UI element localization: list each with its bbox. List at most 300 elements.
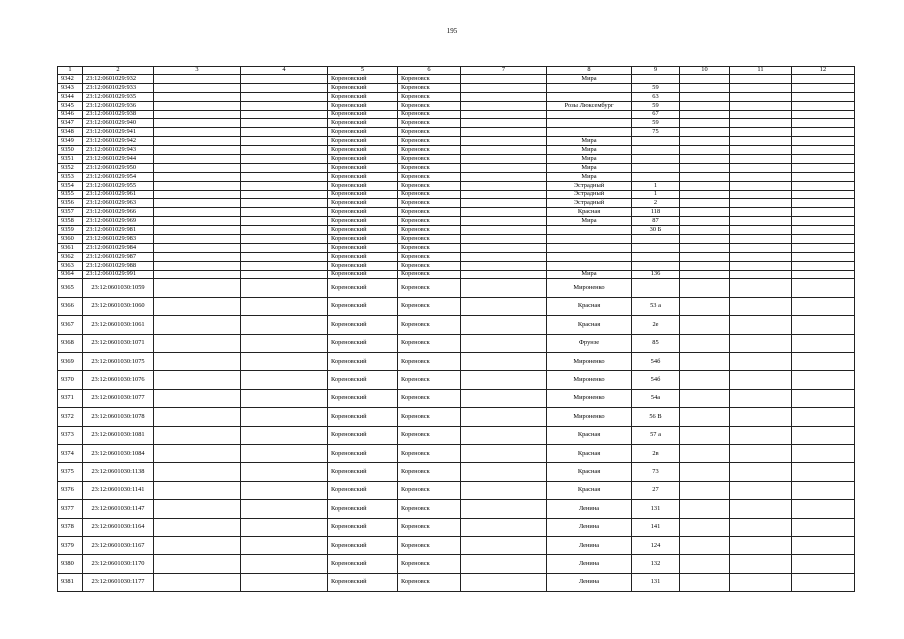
col11-cell xyxy=(730,155,792,164)
house-number-cell xyxy=(632,243,680,252)
table-row xyxy=(58,500,855,518)
col7-cell xyxy=(461,426,547,444)
district-cell: Кореновский xyxy=(328,101,398,110)
cadastral-number: 23:12:0601030:1084 xyxy=(83,445,154,463)
district-cell: Кореновский xyxy=(328,92,398,101)
col12-cell xyxy=(792,163,855,172)
table-row xyxy=(58,190,855,199)
district-cell: Кореновский xyxy=(328,243,398,252)
table-row xyxy=(58,181,855,190)
col10-cell xyxy=(680,297,730,315)
house-number-cell xyxy=(632,146,680,155)
cadastral-number: 23:12:0601029:935 xyxy=(83,92,154,101)
table-row xyxy=(58,371,855,389)
col3-cell xyxy=(154,190,241,199)
city-cell: Кореновск xyxy=(398,555,461,573)
col10-cell xyxy=(680,83,730,92)
col4-cell xyxy=(241,353,328,371)
house-number-cell: 141 xyxy=(632,518,680,536)
street-cell xyxy=(547,110,632,119)
city-cell: Кореновск xyxy=(398,243,461,252)
city-cell: Кореновск xyxy=(398,573,461,591)
column-header: 1 xyxy=(58,67,83,75)
district-cell: Кореновский xyxy=(328,270,398,279)
cadastral-number: 23:12:0601029:988 xyxy=(83,261,154,270)
table-row xyxy=(58,481,855,499)
row-number: 9350 xyxy=(58,146,83,155)
col11-cell xyxy=(730,92,792,101)
row-number: 9376 xyxy=(58,481,83,499)
street-cell: Эстрадный xyxy=(547,199,632,208)
cadastral-number: 23:12:0601029:938 xyxy=(83,110,154,119)
col4-cell xyxy=(241,252,328,261)
house-number-cell: 59 xyxy=(632,83,680,92)
col12-cell xyxy=(792,297,855,315)
district-cell: Кореновский xyxy=(328,353,398,371)
column-header: 11 xyxy=(730,67,792,75)
cadastral-number: 23:12:0601029:932 xyxy=(83,75,154,84)
house-number-cell: 27 xyxy=(632,481,680,499)
col4-cell xyxy=(241,190,328,199)
row-number: 9349 xyxy=(58,137,83,146)
col4-cell xyxy=(241,261,328,270)
row-number: 9348 xyxy=(58,128,83,137)
street-cell: Ленина xyxy=(547,518,632,536)
table-row xyxy=(58,235,855,244)
col7-cell xyxy=(461,172,547,181)
table-row xyxy=(58,75,855,84)
row-number: 9342 xyxy=(58,75,83,84)
table-row xyxy=(58,163,855,172)
col7-cell xyxy=(461,119,547,128)
city-cell: Кореновск xyxy=(398,83,461,92)
cadastral-number: 23:12:0601029:991 xyxy=(83,270,154,279)
col4-cell xyxy=(241,555,328,573)
col4-cell xyxy=(241,536,328,554)
house-number-cell: 63 xyxy=(632,92,680,101)
column-header: 5 xyxy=(328,67,398,75)
col10-cell xyxy=(680,101,730,110)
col7-cell xyxy=(461,190,547,199)
district-cell: Кореновский xyxy=(328,252,398,261)
district-cell: Кореновский xyxy=(328,110,398,119)
col10-cell xyxy=(680,261,730,270)
cadastral-number: 23:12:0601030:1075 xyxy=(83,353,154,371)
city-cell: Кореновск xyxy=(398,208,461,217)
col4-cell xyxy=(241,270,328,279)
col12-cell xyxy=(792,110,855,119)
col7-cell xyxy=(461,75,547,84)
row-number: 9345 xyxy=(58,101,83,110)
street-cell: Красная xyxy=(547,297,632,315)
district-cell: Кореновский xyxy=(328,334,398,352)
row-number: 9344 xyxy=(58,92,83,101)
col12-cell xyxy=(792,463,855,481)
col7-cell xyxy=(461,155,547,164)
house-number-cell: 54б xyxy=(632,353,680,371)
cadastral-number: 23:12:0601030:1164 xyxy=(83,518,154,536)
col11-cell xyxy=(730,481,792,499)
col11-cell xyxy=(730,199,792,208)
col4-cell xyxy=(241,481,328,499)
district-cell: Кореновский xyxy=(328,481,398,499)
col3-cell xyxy=(154,252,241,261)
row-number: 9351 xyxy=(58,155,83,164)
row-number: 9373 xyxy=(58,426,83,444)
col3-cell xyxy=(154,334,241,352)
col3-cell xyxy=(154,371,241,389)
col3-cell xyxy=(154,316,241,334)
street-cell: Мира xyxy=(547,217,632,226)
column-header: 12 xyxy=(792,67,855,75)
district-cell: Кореновский xyxy=(328,426,398,444)
col10-cell xyxy=(680,92,730,101)
col4-cell xyxy=(241,463,328,481)
district-cell: Кореновский xyxy=(328,500,398,518)
col12-cell xyxy=(792,261,855,270)
col12-cell xyxy=(792,536,855,554)
col7-cell xyxy=(461,518,547,536)
street-cell: Эстрадный xyxy=(547,190,632,199)
row-number: 9364 xyxy=(58,270,83,279)
col7-cell xyxy=(461,389,547,407)
col12-cell xyxy=(792,481,855,499)
col3-cell xyxy=(154,297,241,315)
col10-cell xyxy=(680,146,730,155)
col4-cell xyxy=(241,137,328,146)
house-number-cell: 67 xyxy=(632,110,680,119)
row-number: 9353 xyxy=(58,172,83,181)
col3-cell xyxy=(154,75,241,84)
street-cell: Мира xyxy=(547,270,632,279)
col11-cell xyxy=(730,389,792,407)
street-cell: Мироненко xyxy=(547,353,632,371)
street-cell xyxy=(547,235,632,244)
row-number: 9374 xyxy=(58,445,83,463)
col3-cell xyxy=(154,146,241,155)
table-row xyxy=(58,426,855,444)
col4-cell xyxy=(241,235,328,244)
column-header: 4 xyxy=(241,67,328,75)
page-number: 195 xyxy=(446,27,458,35)
city-cell: Кореновск xyxy=(398,353,461,371)
col11-cell xyxy=(730,353,792,371)
col3-cell xyxy=(154,463,241,481)
city-cell: Кореновск xyxy=(398,217,461,226)
table-row xyxy=(58,353,855,371)
col3-cell xyxy=(154,137,241,146)
district-cell: Кореновский xyxy=(328,536,398,554)
col10-cell xyxy=(680,371,730,389)
table-row xyxy=(58,199,855,208)
col11-cell xyxy=(730,518,792,536)
street-cell: Мира xyxy=(547,172,632,181)
col4-cell xyxy=(241,92,328,101)
city-cell: Кореновск xyxy=(398,316,461,334)
col7-cell xyxy=(461,199,547,208)
house-number-cell: 59 xyxy=(632,101,680,110)
table-row xyxy=(58,389,855,407)
col12-cell xyxy=(792,518,855,536)
city-cell: Кореновск xyxy=(398,119,461,128)
col10-cell xyxy=(680,226,730,235)
col11-cell xyxy=(730,408,792,426)
house-number-cell xyxy=(632,75,680,84)
row-number: 9352 xyxy=(58,163,83,172)
city-cell: Кореновск xyxy=(398,408,461,426)
cadastral-number: 23:12:0601029:955 xyxy=(83,181,154,190)
house-number-cell: 53 а xyxy=(632,297,680,315)
district-cell: Кореновский xyxy=(328,518,398,536)
col12-cell xyxy=(792,334,855,352)
city-cell: Кореновск xyxy=(398,75,461,84)
col3-cell xyxy=(154,555,241,573)
col7-cell xyxy=(461,334,547,352)
street-cell: Красная xyxy=(547,481,632,499)
row-number: 9361 xyxy=(58,243,83,252)
col3-cell xyxy=(154,389,241,407)
cadastral-number: 23:12:0601030:1167 xyxy=(83,536,154,554)
col10-cell xyxy=(680,252,730,261)
col11-cell xyxy=(730,181,792,190)
col7-cell xyxy=(461,252,547,261)
house-number-cell: 85 xyxy=(632,334,680,352)
col12-cell xyxy=(792,316,855,334)
cadastral-number: 23:12:0601030:1170 xyxy=(83,555,154,573)
row-number: 9358 xyxy=(58,217,83,226)
col7-cell xyxy=(461,217,547,226)
col12-cell xyxy=(792,83,855,92)
cadastral-number: 23:12:0601030:1059 xyxy=(83,279,154,297)
column-header: 7 xyxy=(461,67,547,75)
street-cell: Мира xyxy=(547,155,632,164)
col10-cell xyxy=(680,75,730,84)
col4-cell xyxy=(241,389,328,407)
row-number: 9369 xyxy=(58,353,83,371)
district-cell: Кореновский xyxy=(328,75,398,84)
table-row xyxy=(58,316,855,334)
street-cell xyxy=(547,119,632,128)
house-number-cell xyxy=(632,252,680,261)
col7-cell xyxy=(461,92,547,101)
col3-cell xyxy=(154,279,241,297)
city-cell: Кореновск xyxy=(398,518,461,536)
col12-cell xyxy=(792,208,855,217)
district-cell: Кореновский xyxy=(328,217,398,226)
district-cell: Кореновский xyxy=(328,163,398,172)
col11-cell xyxy=(730,110,792,119)
city-cell: Кореновск xyxy=(398,199,461,208)
col3-cell xyxy=(154,208,241,217)
col3-cell xyxy=(154,445,241,463)
col11-cell xyxy=(730,190,792,199)
col12-cell xyxy=(792,353,855,371)
city-cell: Кореновск xyxy=(398,92,461,101)
district-cell: Кореновский xyxy=(328,279,398,297)
street-cell xyxy=(547,128,632,137)
row-number: 9367 xyxy=(58,316,83,334)
table-row xyxy=(58,536,855,554)
table-row xyxy=(58,252,855,261)
col10-cell xyxy=(680,199,730,208)
col11-cell xyxy=(730,119,792,128)
col3-cell xyxy=(154,500,241,518)
col4-cell xyxy=(241,408,328,426)
col7-cell xyxy=(461,110,547,119)
street-cell: Красная xyxy=(547,445,632,463)
col12-cell xyxy=(792,155,855,164)
col11-cell xyxy=(730,235,792,244)
col10-cell xyxy=(680,389,730,407)
house-number-cell: 2в xyxy=(632,445,680,463)
district-cell: Кореновский xyxy=(328,190,398,199)
row-number: 9366 xyxy=(58,297,83,315)
street-cell: Красная xyxy=(547,208,632,217)
city-cell: Кореновск xyxy=(398,500,461,518)
cadastral-number: 23:12:0601029:966 xyxy=(83,208,154,217)
col12-cell xyxy=(792,217,855,226)
col4-cell xyxy=(241,163,328,172)
district-cell: Кореновский xyxy=(328,226,398,235)
col11-cell xyxy=(730,426,792,444)
district-cell: Кореновский xyxy=(328,445,398,463)
col10-cell xyxy=(680,137,730,146)
col7-cell xyxy=(461,445,547,463)
district-cell: Кореновский xyxy=(328,316,398,334)
district-cell: Кореновский xyxy=(328,573,398,591)
city-cell: Кореновск xyxy=(398,371,461,389)
col7-cell xyxy=(461,261,547,270)
col7-cell xyxy=(461,208,547,217)
table-row xyxy=(58,137,855,146)
house-number-cell: 54а xyxy=(632,389,680,407)
house-number-cell xyxy=(632,235,680,244)
street-cell: Ленина xyxy=(547,536,632,554)
col10-cell xyxy=(680,518,730,536)
col12-cell xyxy=(792,235,855,244)
city-cell: Кореновск xyxy=(398,172,461,181)
district-cell: Кореновский xyxy=(328,235,398,244)
col10-cell xyxy=(680,334,730,352)
table-row xyxy=(58,279,855,297)
col11-cell xyxy=(730,217,792,226)
street-cell xyxy=(547,252,632,261)
row-number: 9378 xyxy=(58,518,83,536)
street-cell: Мира xyxy=(547,75,632,84)
city-cell: Кореновск xyxy=(398,146,461,155)
col11-cell xyxy=(730,243,792,252)
cadastral-number: 23:12:0601029:963 xyxy=(83,199,154,208)
table-row xyxy=(58,408,855,426)
col10-cell xyxy=(680,110,730,119)
street-cell xyxy=(547,83,632,92)
col11-cell xyxy=(730,316,792,334)
district-cell: Кореновский xyxy=(328,261,398,270)
col11-cell xyxy=(730,226,792,235)
district-cell: Кореновский xyxy=(328,408,398,426)
col10-cell xyxy=(680,426,730,444)
registry-table xyxy=(57,66,855,592)
district-cell: Кореновский xyxy=(328,172,398,181)
street-cell xyxy=(547,261,632,270)
city-cell: Кореновск xyxy=(398,334,461,352)
table-row xyxy=(58,208,855,217)
city-cell: Кореновск xyxy=(398,226,461,235)
street-cell: Мира xyxy=(547,137,632,146)
col7-cell xyxy=(461,408,547,426)
col7-cell xyxy=(461,128,547,137)
cadastral-number: 23:12:0601029:961 xyxy=(83,190,154,199)
col3-cell xyxy=(154,101,241,110)
cadastral-number: 23:12:0601029:936 xyxy=(83,101,154,110)
col12-cell xyxy=(792,500,855,518)
cadastral-number: 23:12:0601030:1177 xyxy=(83,573,154,591)
street-cell: Розы Люксембург xyxy=(547,101,632,110)
col12-cell xyxy=(792,371,855,389)
col7-cell xyxy=(461,463,547,481)
row-number: 9371 xyxy=(58,389,83,407)
col12-cell xyxy=(792,75,855,84)
row-number: 9346 xyxy=(58,110,83,119)
col3-cell xyxy=(154,408,241,426)
street-cell xyxy=(547,92,632,101)
cadastral-number: 23:12:0601030:1060 xyxy=(83,297,154,315)
col10-cell xyxy=(680,316,730,334)
district-cell: Кореновский xyxy=(328,297,398,315)
col12-cell xyxy=(792,226,855,235)
street-cell: Фрунзе xyxy=(547,334,632,352)
row-number: 9356 xyxy=(58,199,83,208)
street-cell xyxy=(547,226,632,235)
col11-cell xyxy=(730,445,792,463)
col10-cell xyxy=(680,181,730,190)
row-number: 9375 xyxy=(58,463,83,481)
col4-cell xyxy=(241,334,328,352)
col11-cell xyxy=(730,279,792,297)
street-cell: Мироненко xyxy=(547,279,632,297)
col10-cell xyxy=(680,445,730,463)
cadastral-number: 23:12:0601030:1078 xyxy=(83,408,154,426)
cadastral-number: 23:12:0601030:1147 xyxy=(83,500,154,518)
row-number: 9380 xyxy=(58,555,83,573)
col10-cell xyxy=(680,408,730,426)
col10-cell xyxy=(680,536,730,554)
district-cell: Кореновский xyxy=(328,181,398,190)
col12-cell xyxy=(792,279,855,297)
col11-cell xyxy=(730,261,792,270)
cadastral-number: 23:12:0601029:987 xyxy=(83,252,154,261)
col12-cell xyxy=(792,128,855,137)
house-number-cell: 2е xyxy=(632,316,680,334)
column-header: 8 xyxy=(547,67,632,75)
col12-cell xyxy=(792,426,855,444)
col4-cell xyxy=(241,445,328,463)
col4-cell xyxy=(241,199,328,208)
col10-cell xyxy=(680,500,730,518)
col4-cell xyxy=(241,316,328,334)
row-number: 9362 xyxy=(58,252,83,261)
col7-cell xyxy=(461,353,547,371)
row-number: 9370 xyxy=(58,371,83,389)
street-cell: Ленина xyxy=(547,573,632,591)
col10-cell xyxy=(680,128,730,137)
col4-cell xyxy=(241,101,328,110)
col4-cell xyxy=(241,573,328,591)
col12-cell xyxy=(792,119,855,128)
cadastral-number: 23:12:0601030:1141 xyxy=(83,481,154,499)
col7-cell xyxy=(461,181,547,190)
cadastral-number: 23:12:0601029:983 xyxy=(83,235,154,244)
